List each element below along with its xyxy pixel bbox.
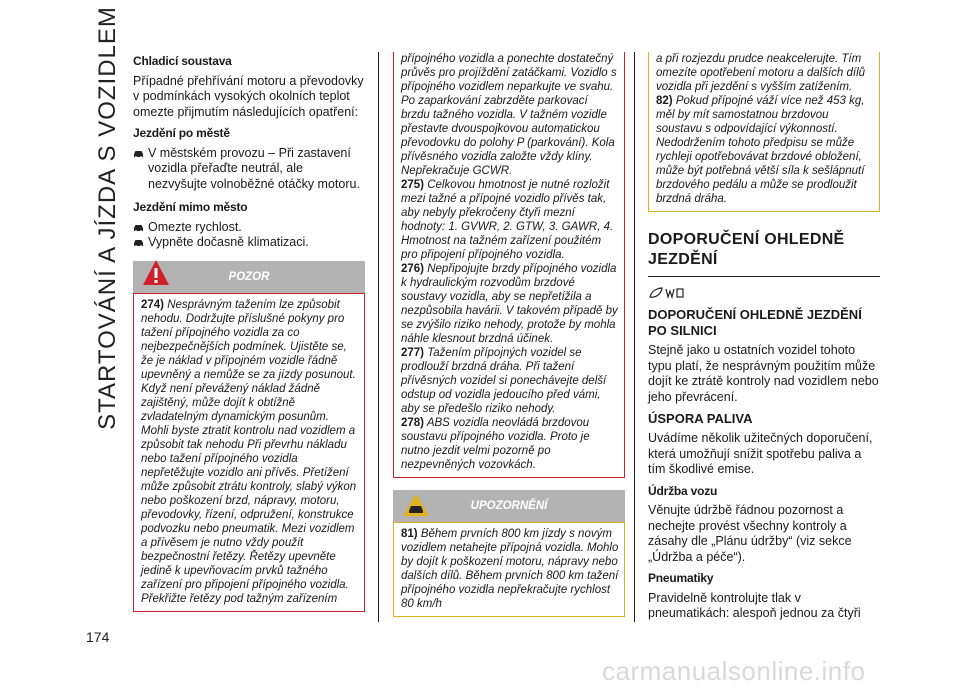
warning-box xyxy=(133,293,365,612)
warning-278 xyxy=(401,416,619,472)
note-82-number: 82) xyxy=(656,95,673,107)
paragraph-tyres: Pravidelně kontrolujte tlak v pneumatikách: alespoň jednou za čtyři xyxy=(648,590,861,620)
paragraph-maintenance: Věnujte údržbě řádnou pozornost a nechejte provést všechny kontroly a zásahy dle „Plánu údržby“ (viz sekce „Údržba a péče“). xyxy=(648,503,852,564)
column-3 xyxy=(648,52,880,628)
paragraph-cooling: Případné přehřívání motoru a převodovky v podmínkách vysokých okolních teplot omezte přijmutím následujících opatření: xyxy=(133,73,364,119)
heading-out-of-town: Jezdění mimo město xyxy=(133,200,248,214)
heading-fuel-saving: ÚSPORA PALIVA xyxy=(648,411,753,426)
heading-maintenance: Údržba vozu xyxy=(648,483,718,498)
paragraph-road-safety: Stejně jako u ostatních vozidel tohoto typu platí, že nesprávným použitím může dojít ke ztrátě kontroly nad vozidlem nebo jeho převrácení. xyxy=(648,343,879,404)
warning-header xyxy=(133,261,365,293)
warning-277-number: 277) xyxy=(401,347,425,359)
note-82 xyxy=(656,94,874,206)
note-81-text: Během prvních 800 km jízdy s novým vozidlem netahejte přípojná vozidla. Mohlo by dojít k poškození motoru, nápravy nebo dalších dílů. Během prvních 800 km tažení přípojného vozidla nepřekračujte rychlost 80 km/h xyxy=(401,528,619,610)
column-divider xyxy=(634,52,635,622)
bullet-out-1-text: Omezte rychlost. xyxy=(148,219,242,234)
warning-275 xyxy=(401,178,619,262)
warning-274-text: Nesprávným tažením lze způsobit nehodu. Dodržujte příslušné pokyny pro tažení přípojného vozidla za co nejbezpečnějších podmínek. Ujistěte se, že je náklad v přípojném vozidle řádně upevněný a nemůže se za jízdy posunout. Když není převážený náklad žádně zajištěný, může dojít k obtížně zvladatelným dynamickým posunům. Mohli byste ztratit kontrolu nad vozidlem a způsobit tak nehodu Při převrhu nákladu nebo tažení přípojného vozidla nepřetěžujte vozidlo ani přívěs. Přetížení může způsobit ztrátu kontroly, slabý výkon nebo poškození brzd, nápravy, motoru, převodovky, řízení, odpružení, konstrukce podvozku nebo pneumatik. Mezi vozidlem a přívěsem je nutno vždy použít bezpečnostní řetězy. Řetězy upevněte jedině k upevňovacím prvků tažného zařízení pro připojení přípojného vozidla. Překřižte řetězy pod tažným zařízením xyxy=(141,298,357,605)
column-divider xyxy=(378,52,379,622)
section-side-title xyxy=(86,6,130,430)
bullet-out-1 xyxy=(133,220,365,236)
bullet-out-2 xyxy=(133,235,365,251)
eco-leaf-icon xyxy=(648,285,688,301)
bullet-city-text: V městském provozu – Při zastavení vozidla přeřaďte neutrál, ale nezvyšujte volnoběžné otáčky motoru. xyxy=(148,145,360,191)
note-header xyxy=(393,490,625,522)
eco-driving-icon xyxy=(648,285,880,301)
warning-276-number: 276) xyxy=(401,263,425,275)
warning-box-continued xyxy=(393,52,625,478)
warning-276 xyxy=(401,262,619,346)
warning-274-number: 274) xyxy=(141,298,165,311)
bullet-out-2-text: Vypněte dočasně klimatizaci. xyxy=(148,235,309,249)
car-bullet-icon xyxy=(133,223,144,233)
page-number: 174 xyxy=(86,629,110,645)
heading-cooling: Chladicí soustava xyxy=(133,54,232,68)
note-continued-text: a při rozjezdu prudce neakcelerujte. Tím omezíte opotřebení motoru a dalších dílů vozidla při jezdění s vyšším zatížením. xyxy=(656,53,866,93)
side-title-text: STARTOVÁNÍ A JÍZDA S VOZIDLEM xyxy=(94,6,121,430)
bullet-city xyxy=(133,146,365,193)
watermark: carmanualsonline.info xyxy=(602,656,866,686)
warning-276-text: Nepřipojujte brzdy přípojného vozidla k hydraulickým rozvodům brzdové soustavy vozidla, aby se nepřetížila a nezpůsobila havárii. V takovém případě by se zvýšilo riziko nehody, protože by mohla náhle klesnout brzdná účinek. xyxy=(401,263,618,345)
heading-tyres: Pneumatiky xyxy=(648,571,714,585)
note-81-number: 81) xyxy=(401,528,418,540)
heading-rule xyxy=(648,276,880,277)
note-box-continued xyxy=(648,52,880,212)
section-heading: DOPORUČENÍ OHLEDNĚ JEZDĚNÍ xyxy=(648,231,845,268)
warning-278-number: 278) xyxy=(401,417,425,429)
column-2 xyxy=(393,52,625,617)
warning-title: POZOR xyxy=(228,270,270,283)
warning-275-number: 275) xyxy=(401,179,425,191)
warning-continued-text: přípojného vozidla a ponechte dostatečný průvěs pro projíždění zatáčkami. Vozidlo s přípojného vozidlem neparkujte ve svahu. Po zaparkování zabrzděte parkovací brzdu tažného vozidla. V tažném vozidle přestavte dvouspojkovou automatickou převodovku do polohy P (parkování). Kola přívěsného vozidla založte vždy klíny. Nepřekračuje GCWR. xyxy=(401,53,617,177)
note-82-text: Pokud přípojné váží více než 453 kg, měl by mít samostatnou brzdovou soustavu s odpovídající výkonností. Nedodržením tohoto předpisu se může rychleji opotřebovávat brzdové obložení, může být potřebná větší síla k sešlápnutí brzdového pedálu a může se prodloužit brzdná dráha. xyxy=(656,95,865,205)
heading-road-safety: DOPORUČENÍ OHLEDNĚ JEZDĚNÍ PO SILNICI xyxy=(648,307,862,338)
heading-city: Jezdění po městě xyxy=(133,126,230,140)
column-1 xyxy=(133,52,365,612)
warning-275-text: Celkovou hmotnost je nutné rozložit mezi tažné a přípojné vozidlo přívěs tak, aby nebyly překročeny čtyři mezní hodnoty: 1. GVWR, 2. GTW, 3. GAWR, 4. Hmotnost na tažném zařízení použitém pro připojení přípojného vozidla. xyxy=(401,179,614,261)
car-bullet-icon xyxy=(133,149,144,159)
paragraph-fuel-saving: Uvádíme několik užitečných doporučení, která umožňují snížit spotřebu paliva a tím škodlivé emise. xyxy=(648,431,873,476)
warning-277 xyxy=(401,346,619,416)
note-title: UPOZORNĚNÍ xyxy=(470,500,548,512)
warning-277-text: Tažením přípojných vozidel se prodlouží brzdná dráha. Při tažení přívěsných vozidel si ponechávejte delší odstup od vozidla jedoucího před vámi, aby se předešlo riziko nehody. xyxy=(401,347,607,415)
note-box xyxy=(393,522,625,617)
warning-278-text: ABS vozidla neovládá brzdovou soustavu přípojného vozidla. Proto je nutno jezdit velmi pozorně po nezpevněných vozovkách. xyxy=(401,417,590,471)
car-bullet-icon xyxy=(133,238,144,248)
